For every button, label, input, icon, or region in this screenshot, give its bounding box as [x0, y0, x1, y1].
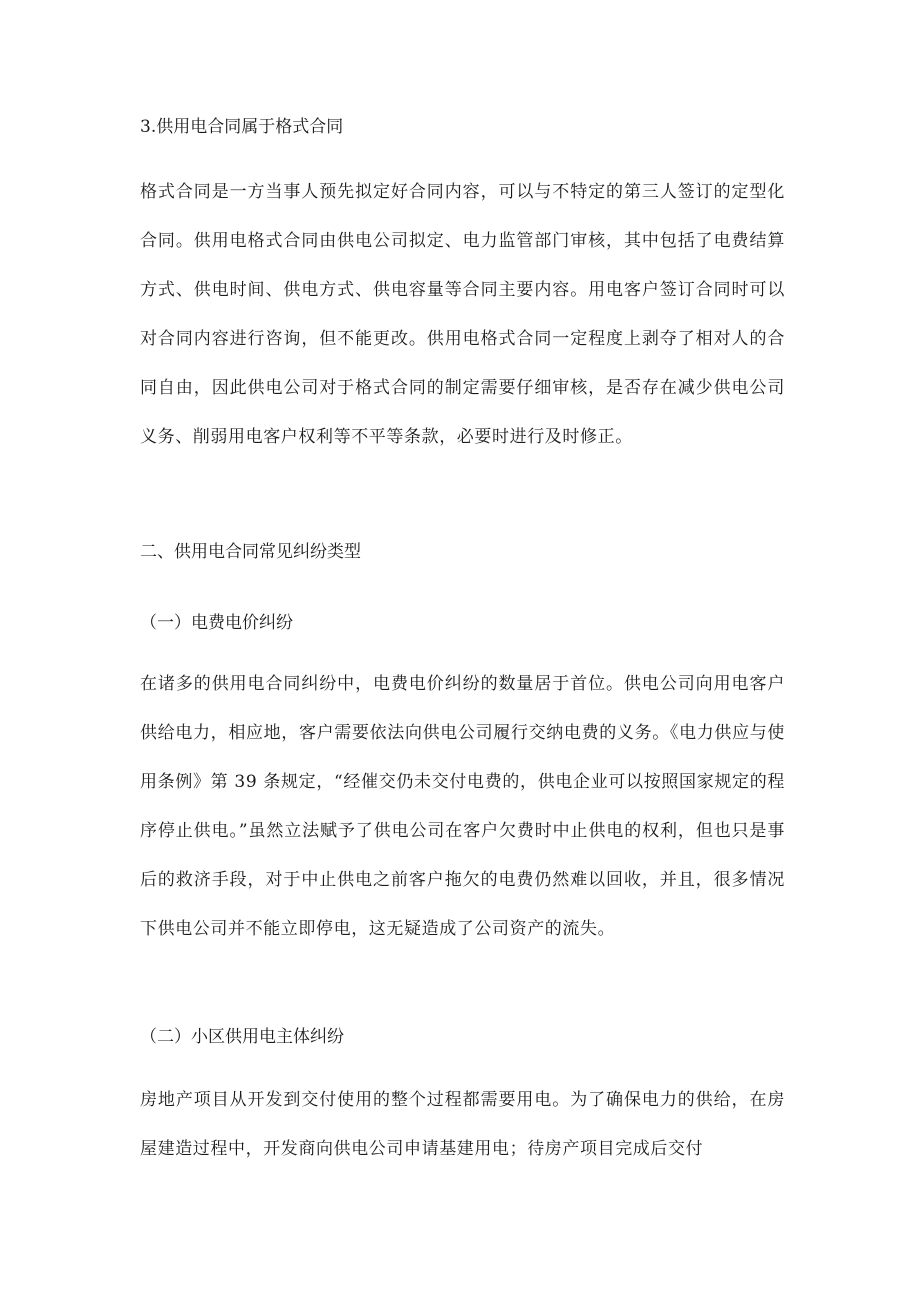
section-heading-dispute-types: 二、供用电合同常见纠纷类型	[140, 542, 361, 562]
paragraph-subject-dispute: 房地产项目从开发到交付使用的整个过程都需要用电。为了确保电力的供给，在房屋建造过程中，开发商向供电公司申请基建用电；待房产项目完成后交付	[140, 1090, 785, 1159]
subsection-heading-subject-dispute: （二）小区供用电主体纠纷	[140, 1027, 344, 1047]
section-heading-format-contract: 3.供用电合同属于格式合同	[140, 117, 344, 137]
paragraph-price-dispute: 在诸多的供用电合同纠纷中，电费电价纠纷的数量居于首位。供电公司向用电客户供给电力，相应地，客户需要依法向供电公司履行交纳电费的义务。《电力供应与使用条例》第 39 条规定，“经催交仍未交付电费的，供电企业可以按照国家规定的程序停止供电。”虽然立法赋予了供电公司在客户欠费时中止供电的权利，但也只是事后的救济手段，对于中止供电之前客户拖欠的电费仍然难以回收，并且，很多情况下供电公司并不能立即停电，这无疑造成了公司资产的流失。	[140, 674, 785, 939]
paragraph-format-contract: 格式合同是一方当事人预先拟定好合同内容，可以与不特定的第三人签订的定型化合同。供用电格式合同由供电公司拟定、电力监管部门审核，其中包括了电费结算方式、供电时间、供电方式、供电容量等合同主要内容。用电客户签订合同时可以对合同内容进行咨询，但不能更改。供用电格式合同一定程度上剥夺了相对人的合同自由，因此供电公司对于格式合同的制定需要仔细审核，是否存在减少供电公司义务、削弱用电客户权利等不平等条款，必要时进行及时修正。	[140, 182, 785, 447]
subsection-heading-price-dispute: （一）电费电价纠纷	[140, 613, 293, 633]
